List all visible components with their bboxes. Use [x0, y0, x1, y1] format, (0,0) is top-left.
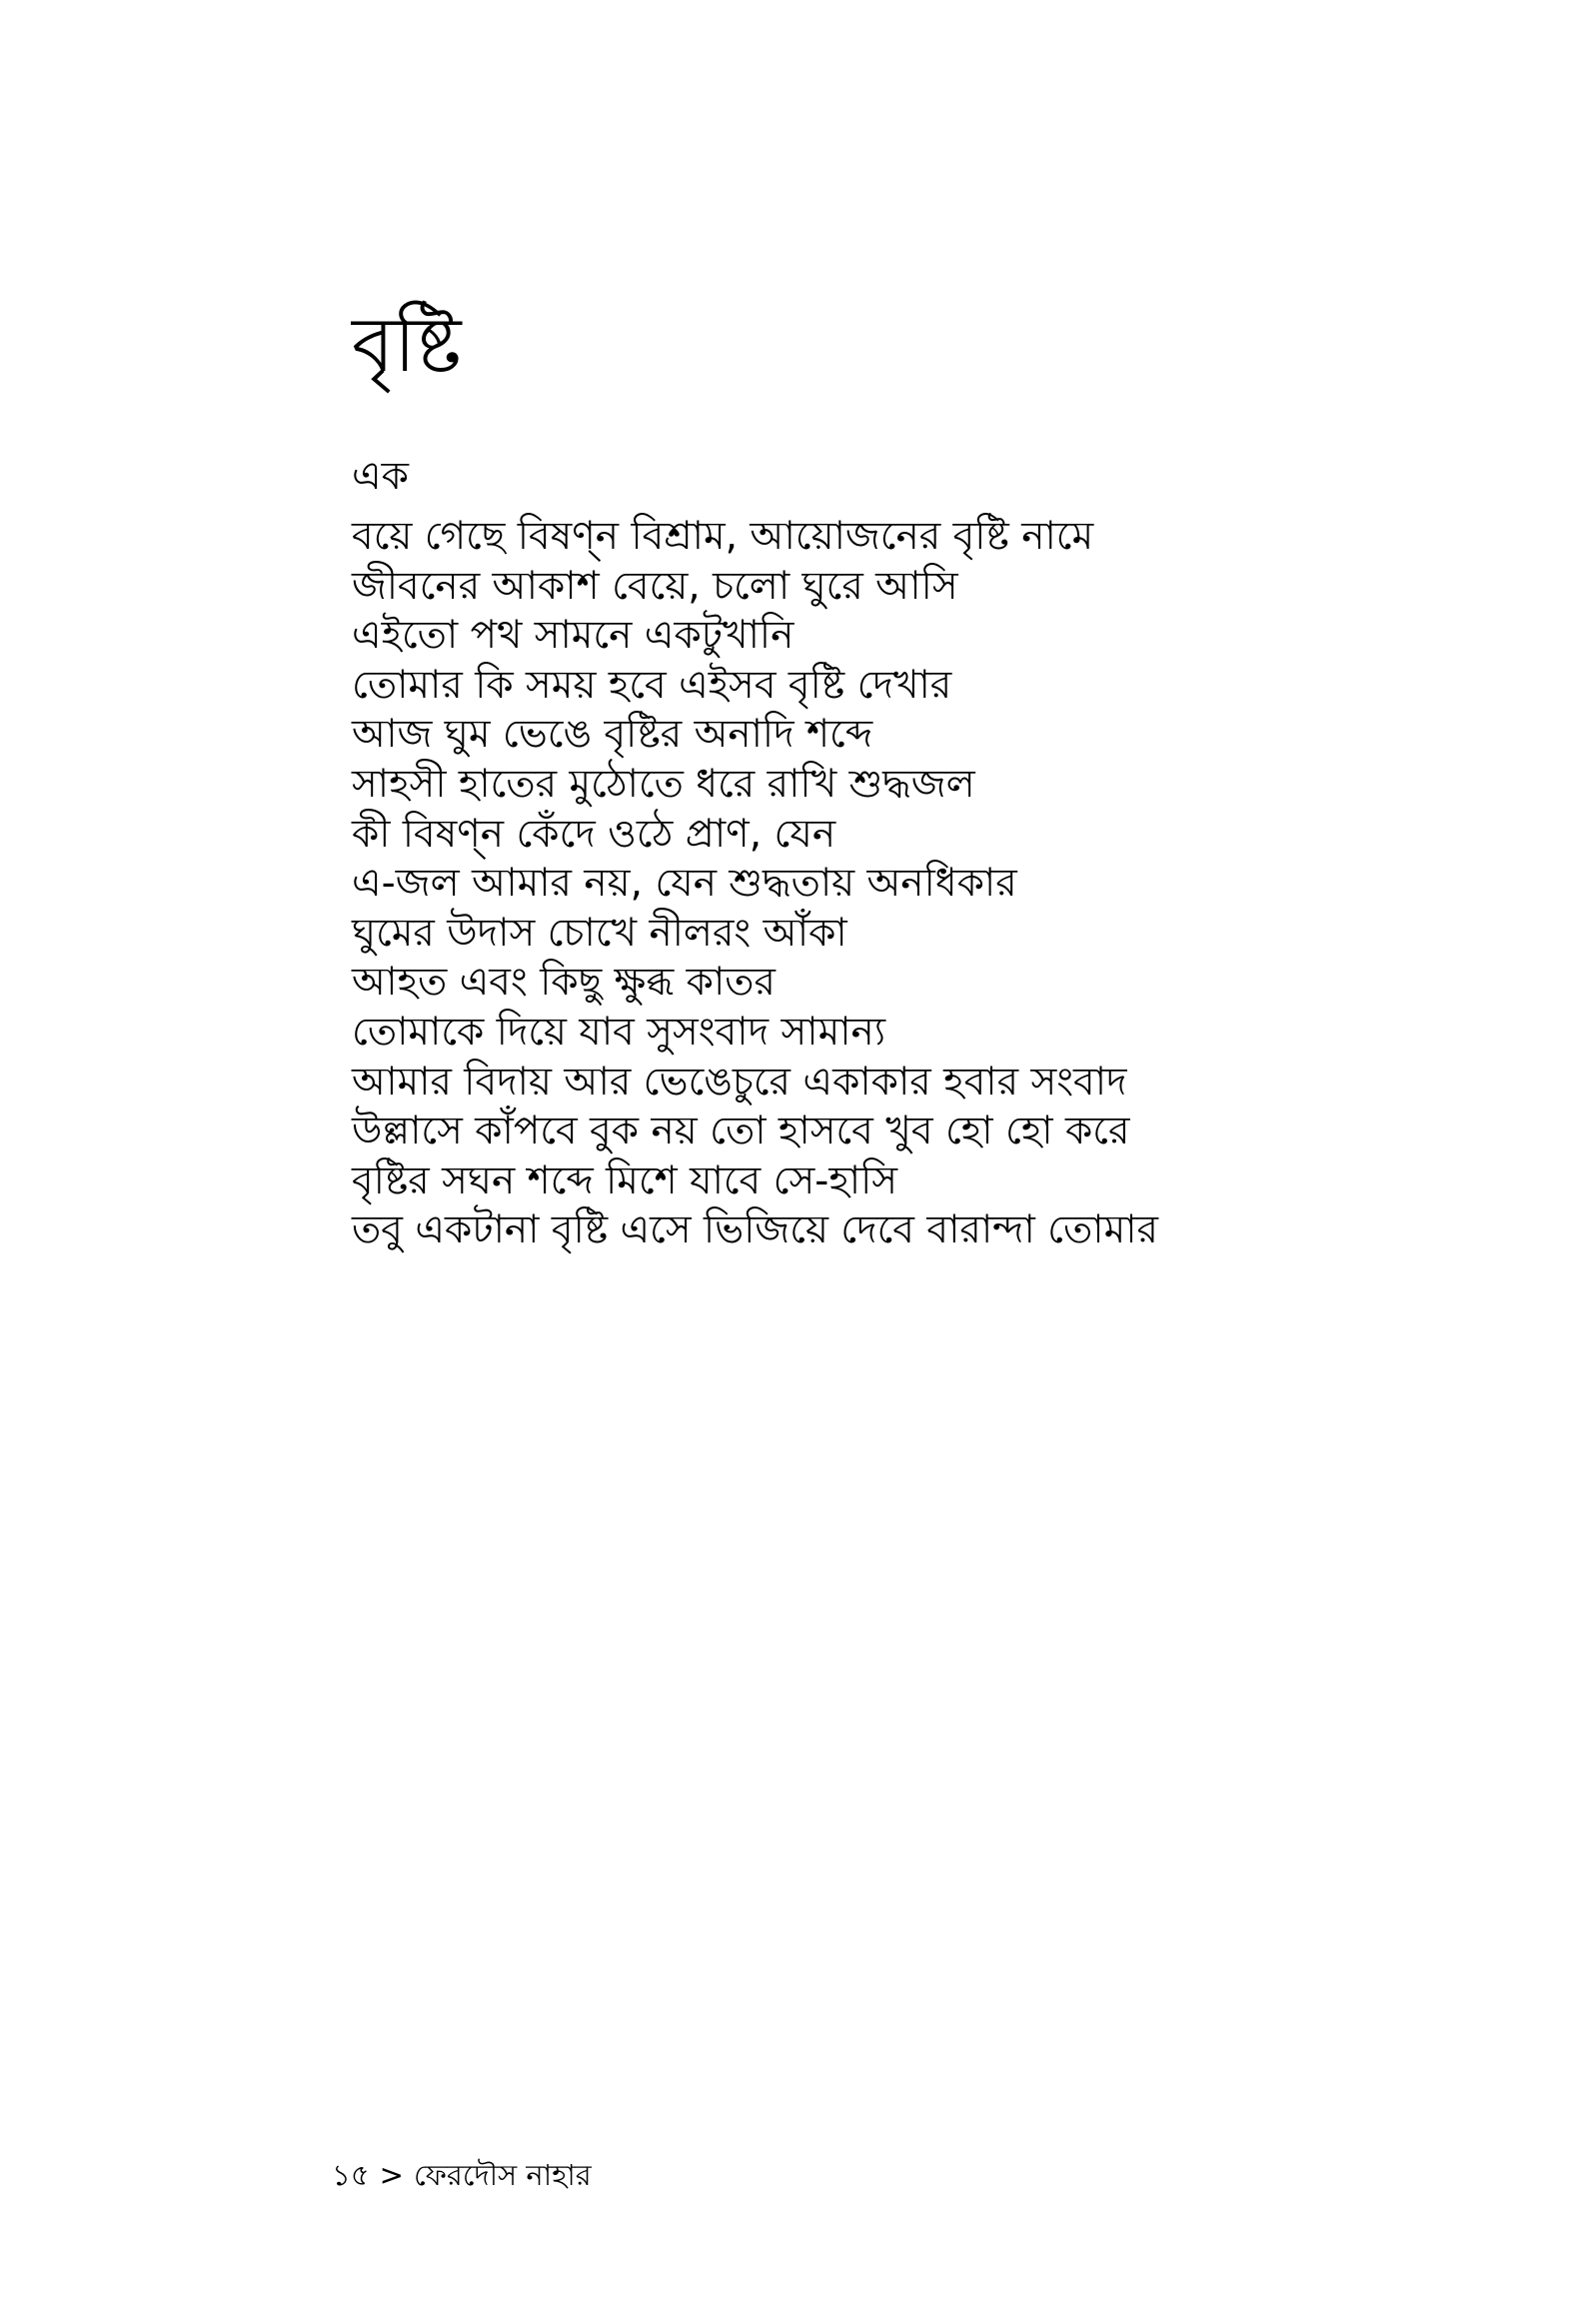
poem-verse [352, 512, 1351, 1255]
verse-line: সাহসী হাতের মুঠোতে ধরে রাখি শুদ্ধজল [352, 761, 975, 807]
verse-line: উল্লাসে কাঁপবে বুক নয় তো হাসবে খুব হো হো করে [352, 1109, 1130, 1155]
verse-line: তোমাকে দিয়ে যাব সুসংবাদ সামান্য [352, 1009, 886, 1055]
section-label: এক [352, 454, 409, 499]
page-number: ১৫ [332, 2158, 370, 2192]
verse-line: আহত এবং কিছু ক্ষুব্ধ কাতর [352, 960, 776, 1006]
verse-line: এইতো পথ সামনে একটুখানি [352, 613, 794, 659]
verse-line: বৃষ্টির সঘন শব্দে মিশে যাবে সে-হাসি [352, 1158, 898, 1203]
verse-line: তবু একটানা বৃষ্টি এসে ভিজিয়ে দেবে বারান্দা তোমার [352, 1207, 1158, 1253]
verse-line: আমার বিদায় আর ভেঙেচুরে একাকার হবার সংবাদ [352, 1059, 1127, 1105]
footer-separator: > [379, 2158, 404, 2192]
page-footer [332, 2155, 592, 2195]
verse-line: বয়ে গেছে বিষণ্ন বিশ্রাম, আয়োজনের বৃষ্টি নামে [352, 514, 1094, 559]
poem-title: বৃষ্টি [352, 300, 462, 389]
verse-line: এ-জল আমার নয়, যেন শুদ্ধতায় অনধিকার [352, 861, 1017, 907]
author-name: ফেরদৌস নাহার [413, 2158, 592, 2192]
verse-line: কী বিষণ্ন কেঁদে ওঠে প্রাণ, যেন [352, 811, 836, 857]
verse-line: ঘুমের উদাস চোখে নীলরং আঁকা [352, 910, 847, 956]
verse-line: তোমার কি সময় হবে এইসব বৃষ্টি দেখার [352, 662, 952, 708]
verse-line: জীবনের আকাশ বেয়ে, চলো ঘুরে আসি [352, 563, 958, 609]
verse-line: আজ ঘুম ভেঙে বৃষ্টির অনাদি শব্দে [352, 712, 873, 758]
